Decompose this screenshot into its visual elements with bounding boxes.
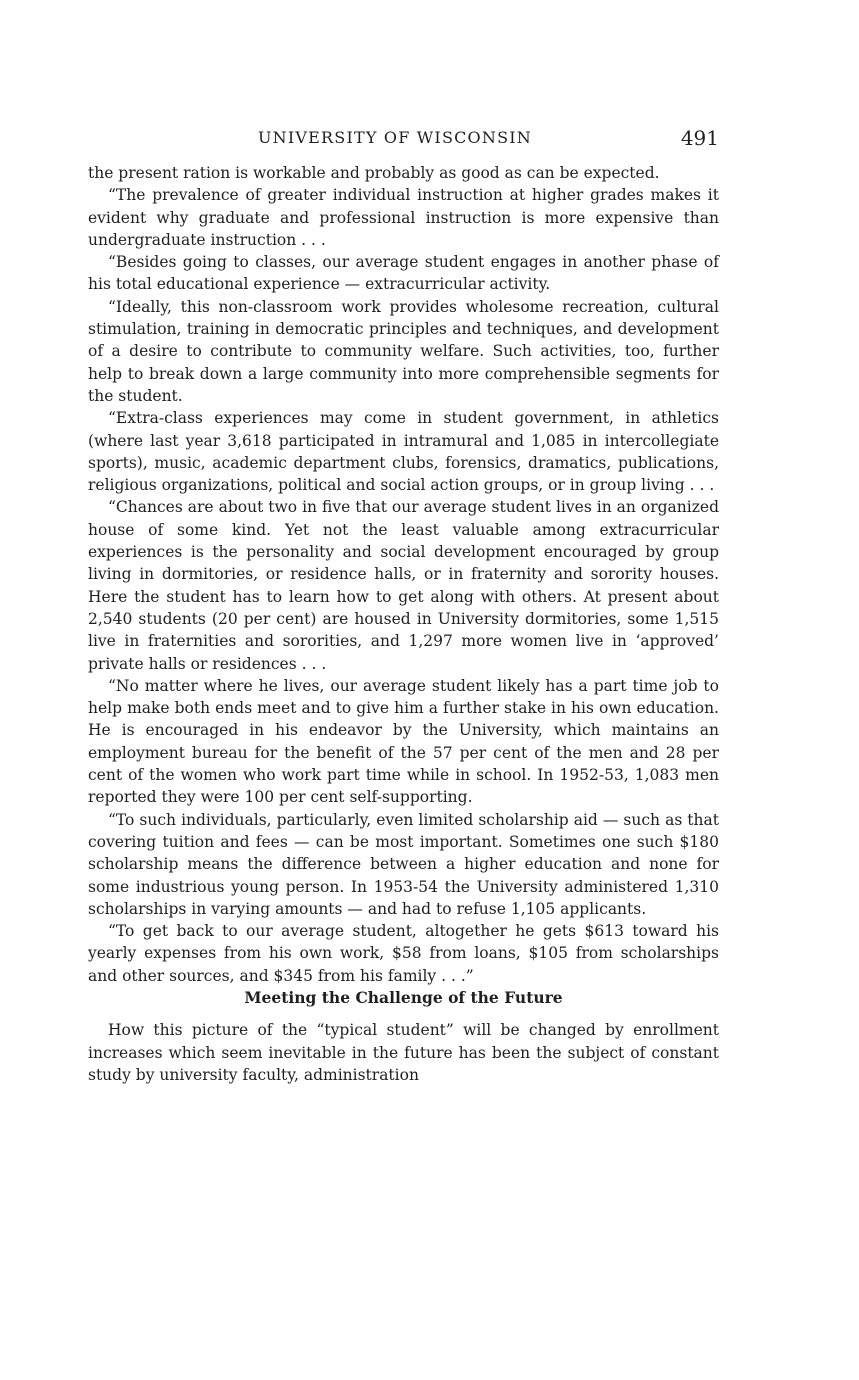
page-number: 491 [680,126,719,150]
paragraph: “The prevalence of greater individual instruction at higher grades makes it evident why graduate and professional instruction is more expensive than undergraduate instruction . . . [88,186,719,249]
paragraph: “Ideally, this non-classroom work provides wholesome recreation, cultural stimulation, training in democratic principles and techniques, and development of a desire to contribute to community welfare. Such activities, too, further help to break down a large community into more comprehensible segments for the student. [88,297,719,405]
paragraph: “Chances are about two in five that our average student lives in an organized house of some kind. Yet not the least valuable among extracurricular experiences is the personality and social development encouraged by group living in dormitories, or residence halls, or in fraternity and sorority houses. Here the student has to learn how to get along with others. At present about 2,540 students (20 per cent) are housed in University dormitories, some 1,515 live in fraternities and sororities, and 1,297 more women live in ‘approved’ private halls or residences . . . [88,498,719,673]
paragraph: “To such individuals, particularly, even limited scholarship aid — such as that covering tuition and fees — can be most important. Sometimes one such $180 scholarship means the difference between a higher education and none for some industrious young person. In 1953-54 the University administered 1,310 scholarships in varying amounts — and had to refuse 1,105 applicants. [88,810,719,918]
body-text [88,162,719,1086]
paragraph: “Extra-class experiences may come in student government, in athletics (where last year 3,618 participated in intramural and 1,085 in intercollegiate sports), music, academic department clubs, forensics, dramatics, publications, religious organizations, political and social action groups, or in group living . . . [88,409,719,495]
section-heading: Meeting the Challenge of the Future [244,987,563,1007]
running-head [88,126,719,154]
paragraph-continuation: the present ration is workable and probably as good as can be expected. [88,164,660,182]
paragraph: “Besides going to classes, our average student engages in another phase of his total educational experience — extracurricular activity. [88,253,719,294]
paragraph: “No matter where he lives, our average student likely has a part time job to help make both ends meet and to give him a further stake in his own education. He is encouraged in his endeavor by the University, which maintains an employment bureau for the benefit of the 57 per cent of the men and 28 per cent of the women who work part time while in school. In 1952-53, 1,083 men reported they were 100 per cent self-supporting. [88,676,719,807]
document-page [88,126,719,1086]
paragraph-closing: How this picture of the “typical student” will be changed by enrollment increases which seem inevitable in the future has been the subject of constant study by university faculty, administration [88,1021,719,1084]
running-title: UNIVERSITY OF WISCONSIN [258,128,532,147]
paragraph: “To get back to our average student, altogether he gets $613 toward his yearly expenses from his own work, $58 from loans, $105 from scholarships and other sources, and $345 from his family . . .” [88,922,719,985]
